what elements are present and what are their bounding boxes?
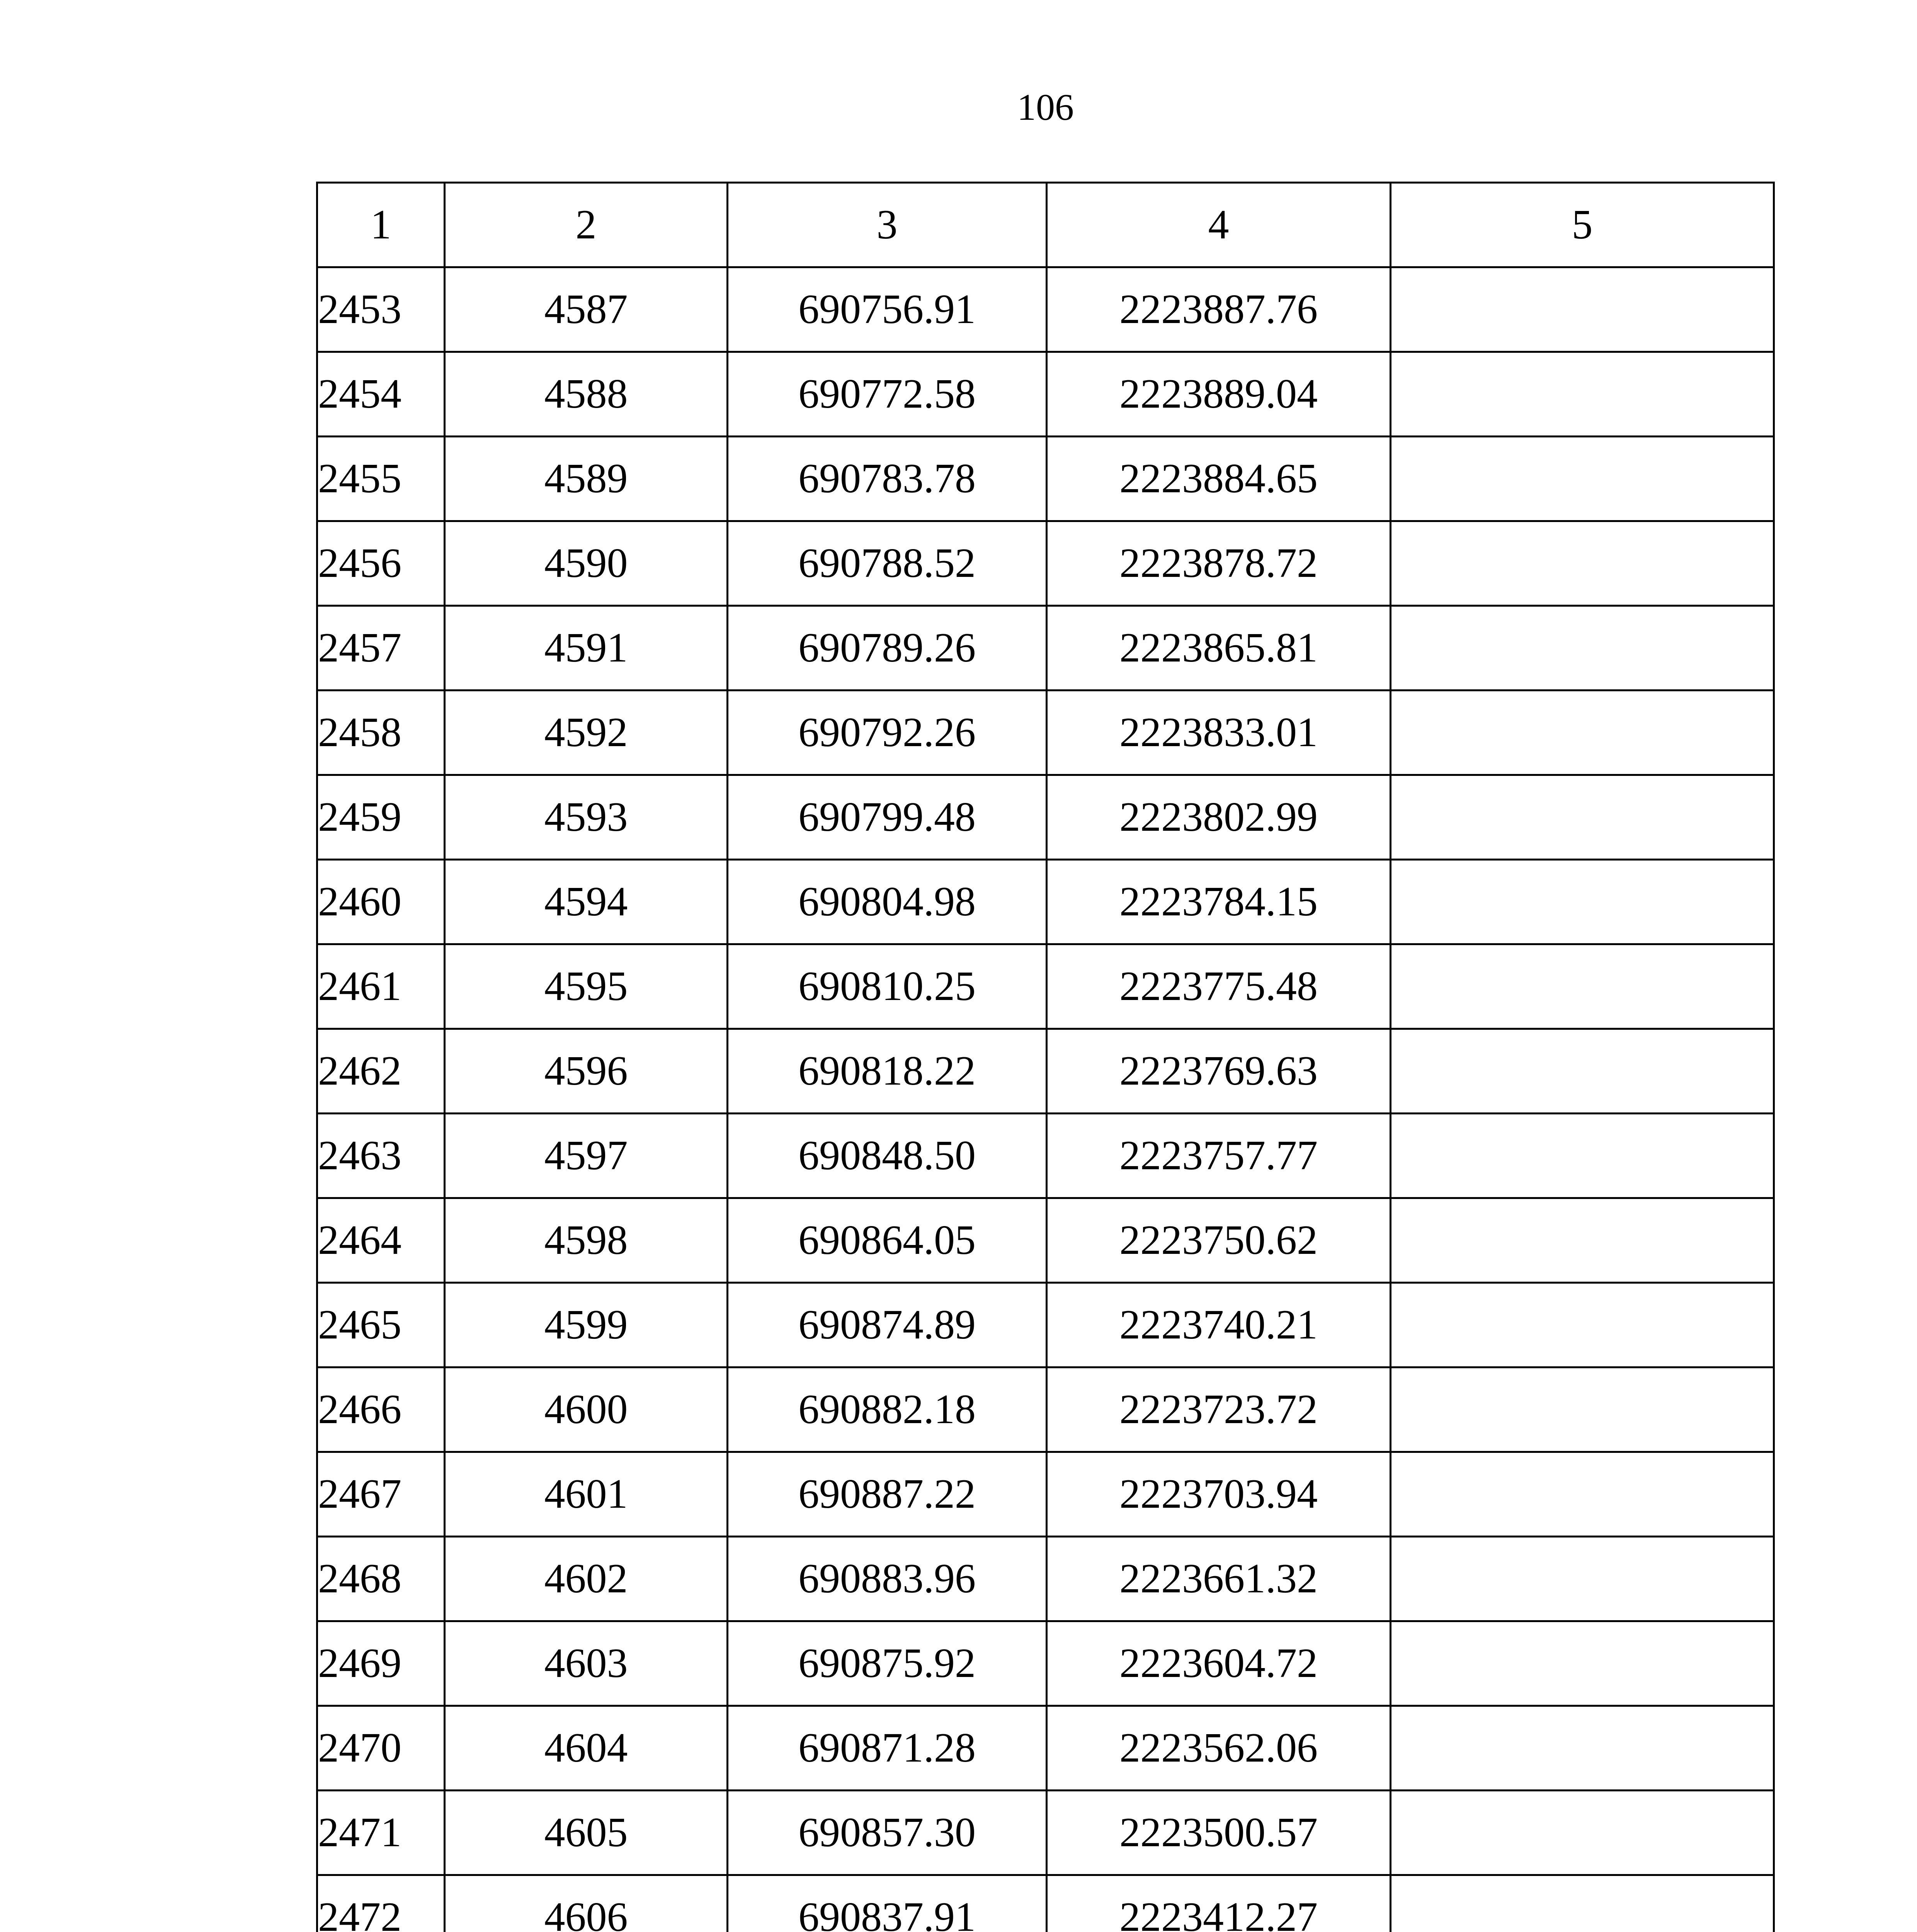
table-cell-col-4: 2223884.65 [1047, 437, 1391, 521]
table-cell-col-3: 690887.22 [728, 1452, 1047, 1537]
table-row [317, 606, 1774, 690]
table-body [317, 267, 1774, 1932]
table-cell-col-4: 2223833.01 [1047, 690, 1391, 775]
table-cell-col-3: 690848.50 [728, 1114, 1047, 1198]
table-row [317, 944, 1774, 1029]
table-cell-col-5 [1391, 521, 1774, 606]
table-cell-col-3: 690810.25 [728, 944, 1047, 1029]
table-row [317, 352, 1774, 437]
table-cell-col-1: 2465 [317, 1283, 445, 1367]
table-cell-col-2: 4596 [445, 1029, 728, 1114]
table-cell-col-1: 2456 [317, 521, 445, 606]
table-cell-col-3: 690818.22 [728, 1029, 1047, 1114]
column-header-5: 5 [1391, 183, 1774, 267]
table-cell-col-5 [1391, 352, 1774, 437]
table-cell-col-5 [1391, 1283, 1774, 1367]
table-cell-col-1: 2454 [317, 352, 445, 437]
table-cell-col-3: 690789.26 [728, 606, 1047, 690]
table-cell-col-4: 2223604.72 [1047, 1621, 1391, 1706]
table-cell-col-5 [1391, 944, 1774, 1029]
table-cell-col-2: 4594 [445, 860, 728, 944]
table-cell-col-1: 2469 [317, 1621, 445, 1706]
column-header-1: 1 [317, 183, 445, 267]
table-cell-col-3: 690882.18 [728, 1367, 1047, 1452]
table-cell-col-5 [1391, 1452, 1774, 1537]
table-cell-col-2: 4590 [445, 521, 728, 606]
table-cell-col-2: 4598 [445, 1198, 728, 1283]
table-cell-col-2: 4588 [445, 352, 728, 437]
table-cell-col-3: 690799.48 [728, 775, 1047, 860]
table-row [317, 267, 1774, 352]
table-cell-col-3: 690804.98 [728, 860, 1047, 944]
table-row [317, 521, 1774, 606]
table-cell-col-3: 690837.91 [728, 1875, 1047, 1932]
table-cell-col-5 [1391, 860, 1774, 944]
table-cell-col-4: 2223661.32 [1047, 1537, 1391, 1621]
table-cell-col-4: 2223500.57 [1047, 1791, 1391, 1875]
table-cell-col-4: 2223703.94 [1047, 1452, 1391, 1537]
table-cell-col-4: 2223750.62 [1047, 1198, 1391, 1283]
table-cell-col-3: 690857.30 [728, 1791, 1047, 1875]
table-row [317, 1537, 1774, 1621]
table-cell-col-2: 4604 [445, 1706, 728, 1791]
table-cell-col-3: 690883.96 [728, 1537, 1047, 1621]
table-cell-col-1: 2457 [317, 606, 445, 690]
table-cell-col-5 [1391, 606, 1774, 690]
table-row [317, 1367, 1774, 1452]
table-cell-col-1: 2470 [317, 1706, 445, 1791]
table-row [317, 1706, 1774, 1791]
table-cell-col-3: 690756.91 [728, 267, 1047, 352]
table-row [317, 1875, 1774, 1932]
table-cell-col-2: 4599 [445, 1283, 728, 1367]
table-cell-col-3: 690874.89 [728, 1283, 1047, 1367]
table-row [317, 775, 1774, 860]
table-cell-col-4: 2223889.04 [1047, 352, 1391, 437]
table-cell-col-5 [1391, 775, 1774, 860]
table-cell-col-5 [1391, 1791, 1774, 1875]
table-cell-col-1: 2455 [317, 437, 445, 521]
table-cell-col-3: 690792.26 [728, 690, 1047, 775]
table-cell-col-1: 2462 [317, 1029, 445, 1114]
table-cell-col-3: 690783.78 [728, 437, 1047, 521]
table-cell-col-4: 2223412.27 [1047, 1875, 1391, 1932]
table-cell-col-2: 4601 [445, 1452, 728, 1537]
table-cell-col-5 [1391, 1114, 1774, 1198]
table-row [317, 1621, 1774, 1706]
table-row [317, 690, 1774, 775]
table-cell-col-4: 2223784.15 [1047, 860, 1391, 944]
table-cell-col-2: 4602 [445, 1537, 728, 1621]
table-cell-col-1: 2453 [317, 267, 445, 352]
table-cell-col-5 [1391, 1537, 1774, 1621]
table-cell-col-1: 2463 [317, 1114, 445, 1198]
table-cell-col-3: 690772.58 [728, 352, 1047, 437]
table-row [317, 1283, 1774, 1367]
table-cell-col-5 [1391, 1875, 1774, 1932]
table-cell-col-5 [1391, 1621, 1774, 1706]
table-cell-col-2: 4597 [445, 1114, 728, 1198]
table-cell-col-3: 690864.05 [728, 1198, 1047, 1283]
table-cell-col-1: 2471 [317, 1791, 445, 1875]
table-row [317, 1114, 1774, 1198]
table-cell-col-1: 2461 [317, 944, 445, 1029]
table-cell-col-1: 2466 [317, 1367, 445, 1452]
table-cell-col-4: 2223865.81 [1047, 606, 1391, 690]
table-cell-col-4: 2223887.76 [1047, 267, 1391, 352]
table-cell-col-1: 2472 [317, 1875, 445, 1932]
table-cell-col-2: 4603 [445, 1621, 728, 1706]
table-header-row [317, 183, 1774, 267]
table-cell-col-1: 2464 [317, 1198, 445, 1283]
table-cell-col-2: 4605 [445, 1791, 728, 1875]
table-cell-col-4: 2223775.48 [1047, 944, 1391, 1029]
table-cell-col-5 [1391, 1029, 1774, 1114]
table-cell-col-5 [1391, 690, 1774, 775]
column-header-4: 4 [1047, 183, 1391, 267]
table-cell-col-2: 4600 [445, 1367, 728, 1452]
table-cell-col-5 [1391, 1706, 1774, 1791]
table-cell-col-3: 690788.52 [728, 521, 1047, 606]
table-cell-col-4: 2223562.06 [1047, 1706, 1391, 1791]
table-cell-col-4: 2223769.63 [1047, 1029, 1391, 1114]
table-row [317, 1791, 1774, 1875]
table-row [317, 1452, 1774, 1537]
table-cell-col-1: 2468 [317, 1537, 445, 1621]
table-cell-col-4: 2223802.99 [1047, 775, 1391, 860]
table-cell-col-2: 4591 [445, 606, 728, 690]
table-cell-col-1: 2467 [317, 1452, 445, 1537]
page-number: 106 [1017, 87, 1074, 128]
table-cell-col-3: 690871.28 [728, 1706, 1047, 1791]
table-row [317, 437, 1774, 521]
column-header-3: 3 [728, 183, 1047, 267]
table-cell-col-4: 2223757.77 [1047, 1114, 1391, 1198]
table-cell-col-2: 4587 [445, 267, 728, 352]
table-cell-col-1: 2460 [317, 860, 445, 944]
table-cell-col-5 [1391, 437, 1774, 521]
table-row [317, 860, 1774, 944]
table-cell-col-5 [1391, 267, 1774, 352]
table-cell-col-4: 2223723.72 [1047, 1367, 1391, 1452]
table-cell-col-2: 4595 [445, 944, 728, 1029]
table-cell-col-2: 4593 [445, 775, 728, 860]
table-cell-col-4: 2223878.72 [1047, 521, 1391, 606]
table-cell-col-2: 4592 [445, 690, 728, 775]
column-header-2: 2 [445, 183, 728, 267]
table-cell-col-4: 2223740.21 [1047, 1283, 1391, 1367]
table-cell-col-5 [1391, 1198, 1774, 1283]
table-cell-col-1: 2459 [317, 775, 445, 860]
table-cell-col-2: 4589 [445, 437, 728, 521]
table-cell-col-3: 690875.92 [728, 1621, 1047, 1706]
table-cell-col-5 [1391, 1367, 1774, 1452]
coordinates-table [316, 182, 1775, 1932]
table-row [317, 1198, 1774, 1283]
table-cell-col-1: 2458 [317, 690, 445, 775]
table-cell-col-2: 4606 [445, 1875, 728, 1932]
table-row [317, 1029, 1774, 1114]
